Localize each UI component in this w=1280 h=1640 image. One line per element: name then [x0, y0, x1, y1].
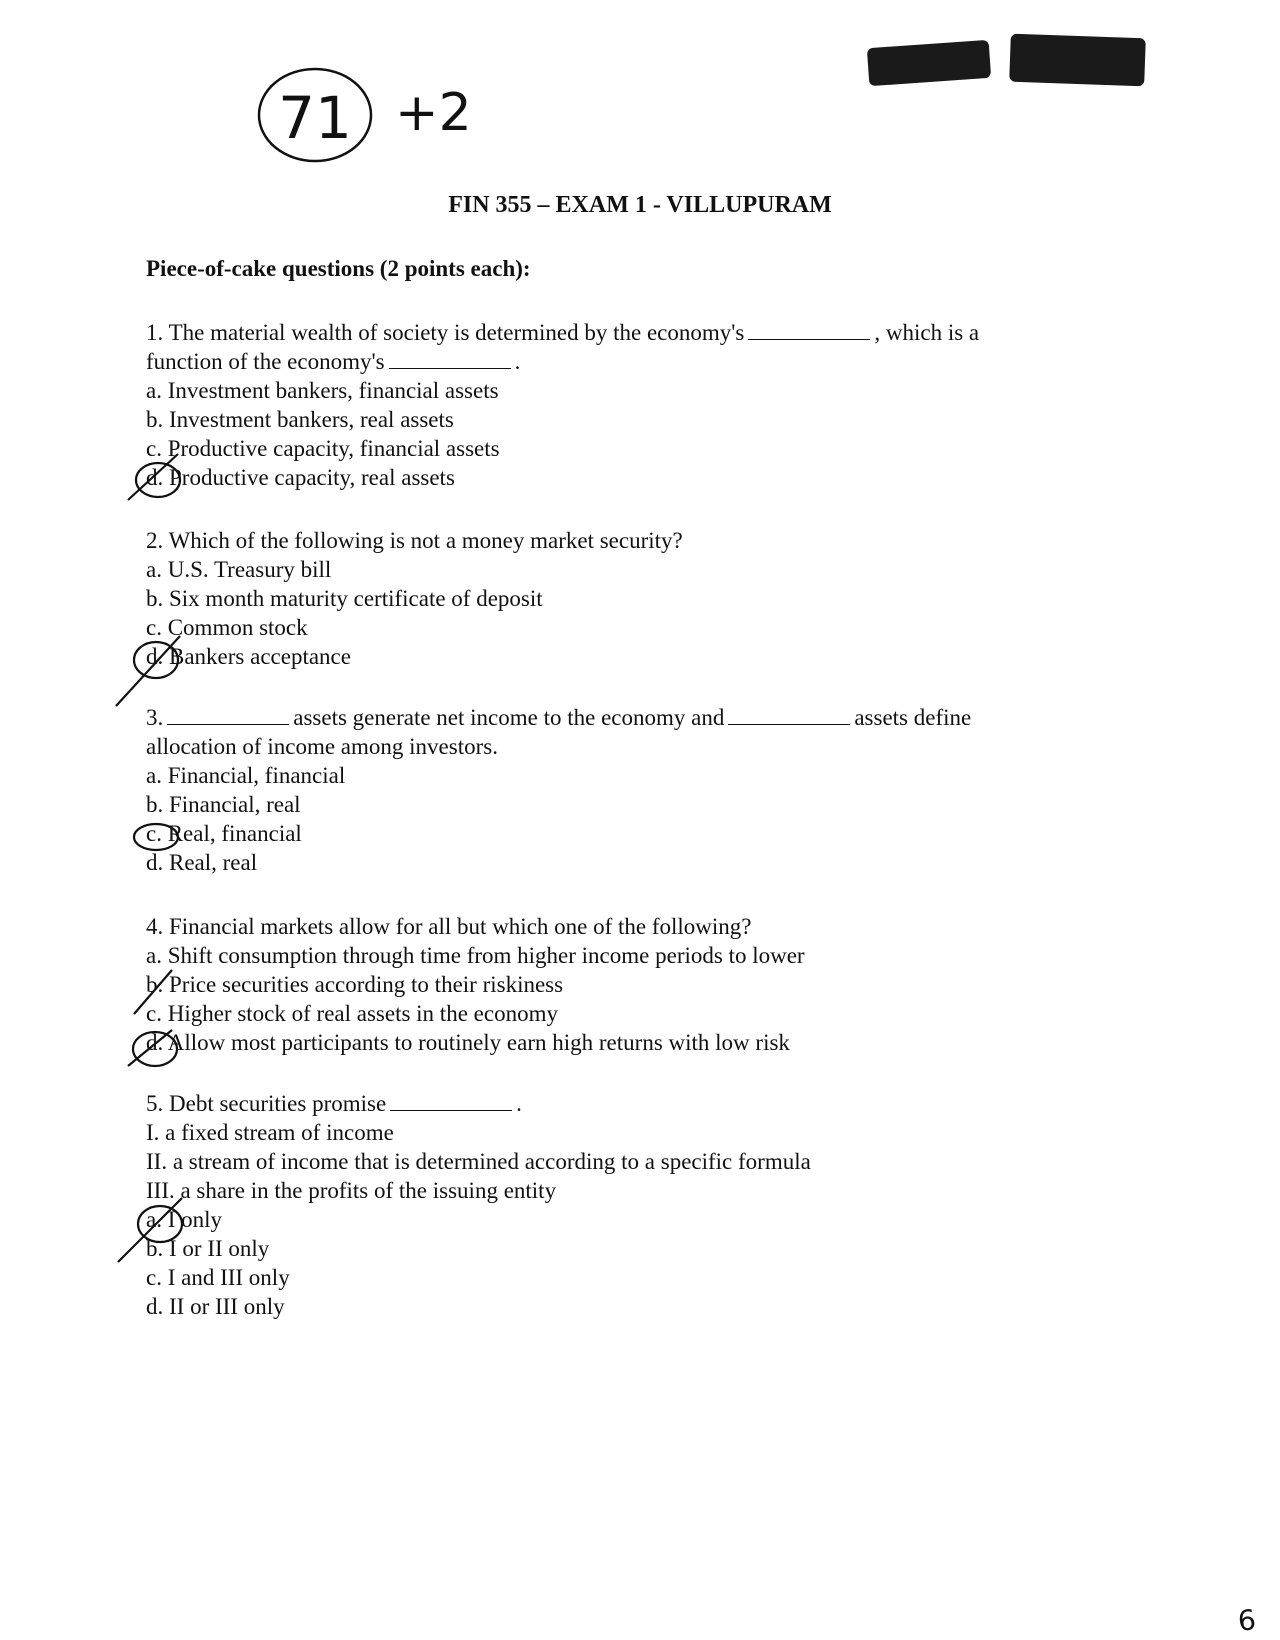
question-5-stem: 5. Debt securities promise . — [146, 1091, 522, 1116]
option-c: c. Common stock — [146, 615, 308, 640]
question-3-stem: 3. assets generate net income to the economy and assets define — [146, 705, 972, 730]
question-1: 1. The material wealth of society is determined by the economy's , which is a function of the economy's . a. Investment bankers, financial assets b. Investment bankers, real assets c. Productive capacity, financial assets d. Productive capacity, real assets — [146, 320, 980, 490]
question-1-stem: 1. The material wealth of society is determined by the economy's , which is a — [146, 320, 980, 345]
statement-ii: II. a stream of income that is determined according to a specific formula — [146, 1149, 811, 1174]
option-c: c. Productive capacity, financial assets — [146, 436, 500, 461]
question-4 — [146, 912, 805, 1057]
option-c: c. Higher stock of real assets in the economy — [146, 1001, 558, 1026]
score-circle — [259, 69, 371, 161]
option-d: d. II or III only — [146, 1294, 285, 1319]
option-d: d. Productive capacity, real assets — [146, 465, 455, 490]
question-5 — [146, 1089, 811, 1321]
option-b: b. Investment bankers, real assets — [146, 407, 454, 432]
page-mark: 6 — [1236, 1603, 1258, 1638]
statement-iii: III. a share in the profits of the issuing entity — [146, 1178, 557, 1203]
statement-i: I. a fixed stream of income — [146, 1120, 394, 1145]
question-2-stem: 2. Which of the following is not a money market security? — [146, 528, 683, 553]
option-c: c. I and III only — [146, 1265, 290, 1290]
redacted-name-1 — [867, 40, 991, 86]
score-bonus: +2 — [395, 83, 472, 143]
handwritten-score — [255, 60, 525, 170]
answer-blank — [728, 706, 850, 725]
answer-blank — [390, 1092, 512, 1111]
option-b: b. Six month maturity certificate of deposit — [146, 586, 543, 611]
option-d: d. Real, real — [146, 850, 258, 875]
score-value: 71 — [278, 84, 352, 152]
question-4-stem: 4. Financial markets allow for all but which one of the following? — [146, 914, 752, 939]
section-heading: Piece-of-cake questions (2 points each): — [146, 256, 531, 281]
option-d: d. Allow most participants to routinely earn high returns with low risk — [146, 1030, 790, 1055]
option-b: b. I or II only — [146, 1236, 270, 1261]
option-a: a. Financial, financial — [146, 763, 346, 788]
option-d: d. Bankers acceptance — [146, 644, 351, 669]
answer-blank — [167, 706, 289, 725]
question-2 — [146, 526, 683, 671]
option-b: b. Financial, real — [146, 792, 301, 817]
option-a: a. Shift consumption through time from higher income periods to lower — [146, 943, 805, 968]
option-a: a. Investment bankers, financial assets — [146, 378, 499, 403]
question-3: 3. assets generate net income to the economy and assets define allocation of income among investors. a. Financial, financial b. Financial, real c. Real, financial d. Real, real — [146, 705, 972, 875]
option-c: c. Real, financial — [146, 821, 302, 846]
option-a: a. I only — [146, 1207, 223, 1232]
option-b: b. Price securities according to their riskiness — [146, 972, 564, 997]
answer-blank — [748, 321, 870, 340]
answer-blank — [389, 350, 511, 369]
redacted-name-2 — [1009, 34, 1146, 87]
exam-title: FIN 355 – EXAM 1 - VILLUPURAM — [448, 192, 832, 218]
option-a: a. U.S. Treasury bill — [146, 557, 332, 582]
